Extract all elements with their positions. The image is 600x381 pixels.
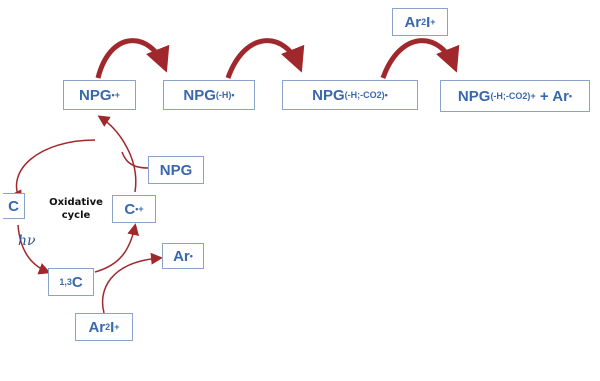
species-npg-minus-h bbox=[163, 80, 255, 110]
label-main: C bbox=[71, 273, 83, 291]
label-sup: •+ bbox=[111, 90, 120, 100]
npg-entry-arrow bbox=[122, 152, 148, 168]
label-main: C bbox=[124, 200, 136, 218]
label-sub: 2 bbox=[421, 17, 427, 27]
label-sub: (-H) bbox=[215, 90, 232, 100]
label-main: NPG bbox=[79, 86, 112, 104]
label-rest: + Ar bbox=[535, 87, 569, 105]
label-main: Ar bbox=[88, 318, 106, 336]
label-pre: 1,3 bbox=[59, 277, 72, 287]
species-npg-radical-cation bbox=[63, 80, 136, 110]
label-mid: I bbox=[110, 318, 115, 336]
label-sub: 2 bbox=[105, 322, 111, 332]
label-main: Ar bbox=[173, 247, 190, 265]
label-mid: I bbox=[426, 13, 431, 31]
label-sup: • bbox=[189, 251, 193, 261]
curved-arrow-3 bbox=[383, 41, 455, 78]
ar2i-entry-arrow bbox=[103, 258, 160, 313]
label-main: Ar bbox=[404, 13, 422, 31]
label-sup: • bbox=[231, 90, 235, 100]
label-sup: •+ bbox=[135, 204, 144, 214]
cycle-arc-left bbox=[17, 140, 95, 200]
label-sup: • bbox=[384, 90, 388, 100]
cycle-label bbox=[46, 196, 106, 222]
label-sup: + bbox=[530, 91, 536, 101]
species-npg-minus-h-co2 bbox=[282, 80, 418, 110]
label-sub: (-H;-CO2) bbox=[490, 91, 531, 101]
species-c bbox=[3, 193, 25, 219]
species-npg bbox=[148, 156, 204, 184]
curved-arrow-2 bbox=[228, 41, 300, 78]
label-sub: (-H;-CO2) bbox=[344, 90, 385, 100]
label-sup: + bbox=[114, 322, 120, 332]
species-ar2i-bottom bbox=[75, 313, 133, 341]
species-ar2i-top bbox=[392, 8, 448, 36]
species-product bbox=[440, 80, 590, 112]
label-sup: + bbox=[430, 17, 436, 27]
species-c-radical-cation bbox=[112, 195, 156, 223]
light-label: hν bbox=[18, 233, 36, 249]
label-main: C bbox=[8, 197, 19, 215]
label-main: NPG bbox=[312, 86, 345, 104]
label-main: NPG bbox=[159, 161, 193, 179]
curved-arrow-1 bbox=[98, 41, 165, 78]
label-sup2: • bbox=[568, 91, 573, 101]
species-c-excited bbox=[48, 268, 94, 296]
cycle-label-line1: Oxidative bbox=[49, 197, 103, 208]
label-main: NPG bbox=[457, 87, 491, 105]
species-ar-radical bbox=[162, 243, 204, 269]
label-main: NPG bbox=[183, 86, 216, 104]
cycle-arc-right bbox=[100, 117, 136, 192]
cycle-label-line2: cycle bbox=[61, 210, 91, 221]
